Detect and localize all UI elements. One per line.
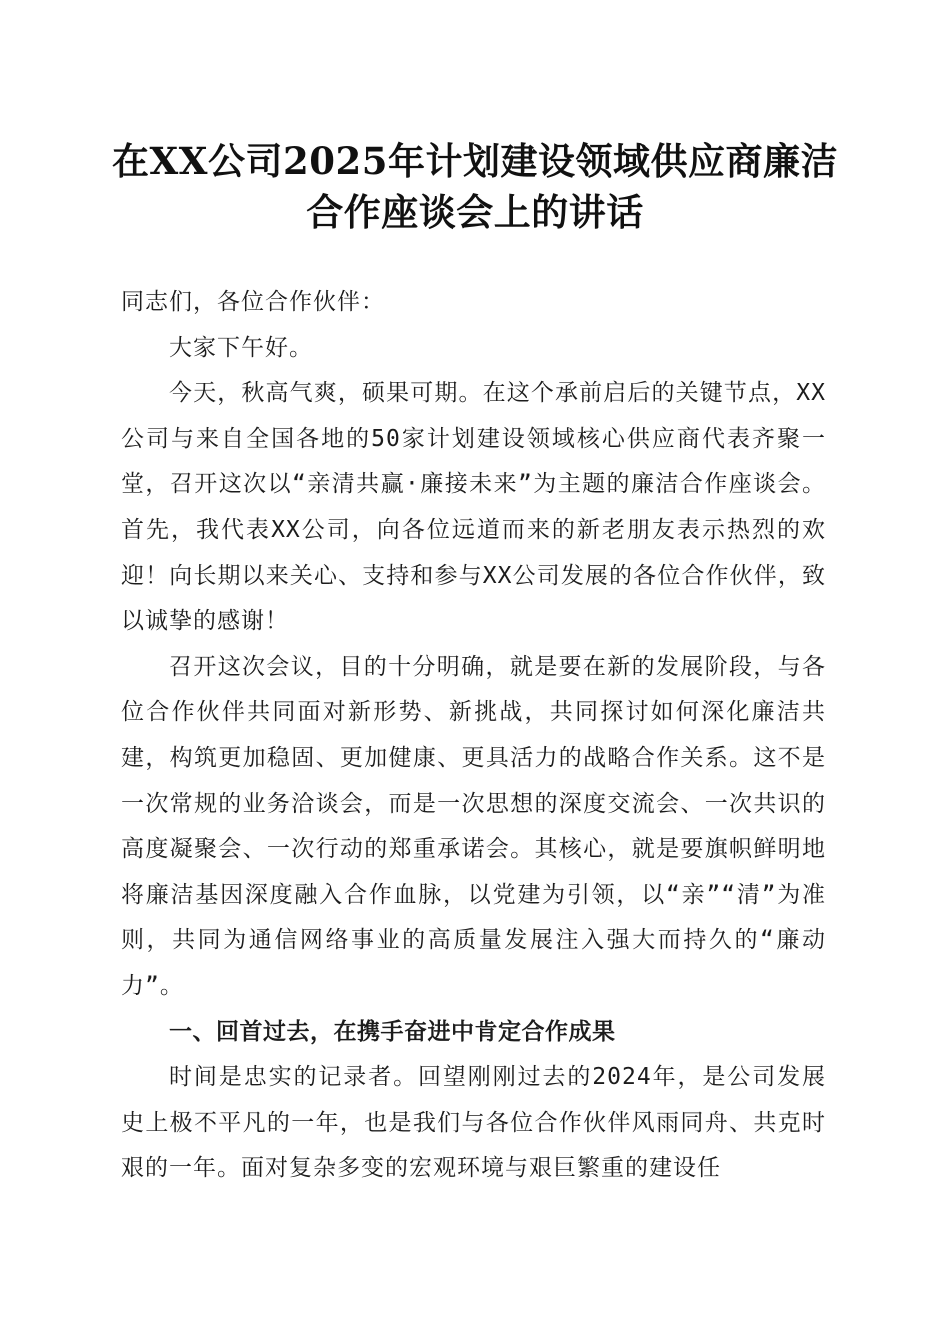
section-heading: 一、回首过去，在携手奋进中肯定合作成果 <box>169 1018 616 1045</box>
salutation: 同志们，各位合作伙伴： <box>121 289 385 315</box>
opening-paragraph: 今天，秋高气爽，硕果可期。在这个承前启后的关键节点，XX公司与来自全国各地的50家计划建设领域核心供应商代表齐聚一堂，召开这次以“亲清共赢·廉接未来”为主题的廉洁合作座谈会。首先，我代表XX公司，向各位远道而来的新老朋友表示热烈的欢迎！向长期以来关心、支持和参与XX公司发展的各位合作伙伴，致以诚挚的感谢！ <box>121 380 826 635</box>
section-paragraph: 时间是忠实的记录者。回望刚刚过去的2024年，是公司发展史上极不平凡的一年，也是我们与各位合作伙伴风雨同舟、共克时艰的一年。面对复杂多变的宏观环境与艰巨繁重的建设任 <box>121 1064 826 1182</box>
greeting-paragraph: 大家下午好。 <box>169 334 313 361</box>
document-body <box>121 280 826 1192</box>
purpose-paragraph: 召开这次会议，目的十分明确，就是要在新的发展阶段，与各位合作伙伴共同面对新形势、新挑战，共同探讨如何深化廉洁共建，构筑更加稳固、更加健康、更具活力的战略合作关系。这不是一次常规的业务洽谈会，而是一次思想的深度交流会、一次共识的高度凝聚会、一次行动的郑重承诺会。其核心，就是要旗帜鲜明地将廉洁基因深度融入合作血脉，以党建为引领，以“亲”“清”为准则，共同为通信网络事业的高质量发展注入强大而持久的“廉动力”。 <box>121 653 826 999</box>
document-title: 在XX公司2025年计划建设领域供应商廉洁合作座谈会上的讲话 <box>112 139 838 234</box>
